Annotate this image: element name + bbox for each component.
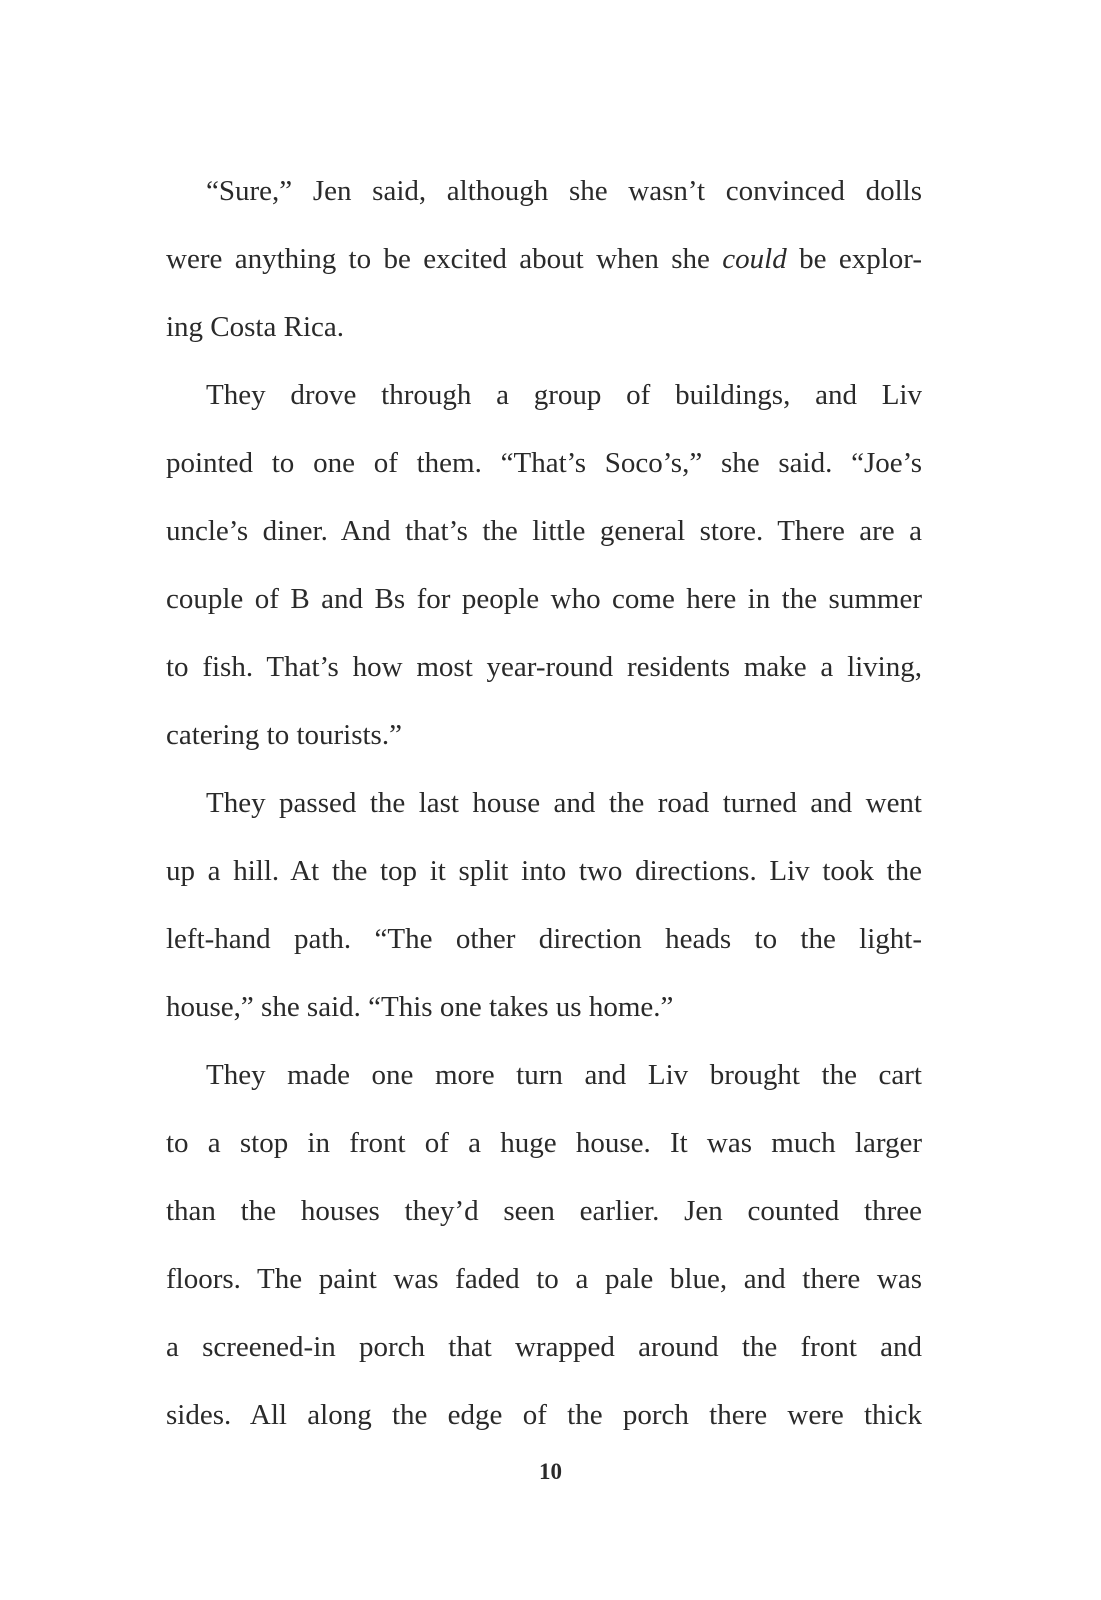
text-line: a screened-in porch that wrapped around the front and bbox=[166, 1331, 922, 1363]
text-line: catering to tourists.” bbox=[166, 719, 402, 751]
text-line: to a stop in front of a huge house. It was much larger bbox=[166, 1127, 922, 1159]
text-line: pointed to one of them. “That’s Soco’s,” she said. “Joe’s bbox=[166, 447, 922, 479]
text-line: ing Costa Rica. bbox=[166, 311, 345, 343]
text-line: “Sure,” Jen said, although she wasn’t convinced dolls bbox=[206, 175, 922, 207]
text-line: floors. The paint was faded to a pale blue, and there was bbox=[166, 1263, 922, 1295]
body-text bbox=[166, 157, 922, 1449]
text-line: They passed the last house and the road turned and went bbox=[206, 787, 922, 819]
text-line: They drove through a group of buildings, and Liv bbox=[206, 379, 922, 411]
text-line: up a hill. At the top it split into two directions. Liv took the bbox=[166, 855, 922, 887]
page-number: 10 bbox=[539, 1459, 562, 1484]
text-line: were anything to be excited about when she could be explor- bbox=[166, 243, 922, 275]
text-line: house,” she said. “This one takes us home.” bbox=[166, 991, 674, 1023]
text-line: to fish. That’s how most year-round residents make a living, bbox=[166, 651, 922, 683]
text-line: couple of B and Bs for people who come here in the summer bbox=[166, 583, 922, 615]
text-line: left-hand path. “The other direction heads to the light- bbox=[166, 923, 922, 955]
emphasis: could bbox=[722, 243, 787, 275]
text-line: sides. All along the edge of the porch there were thick bbox=[166, 1399, 922, 1431]
text-line: uncle’s diner. And that’s the little general store. There are a bbox=[166, 515, 922, 547]
text-line: than the houses they’d seen earlier. Jen counted three bbox=[166, 1195, 922, 1227]
text-line: They made one more turn and Liv brought the cart bbox=[206, 1059, 922, 1091]
